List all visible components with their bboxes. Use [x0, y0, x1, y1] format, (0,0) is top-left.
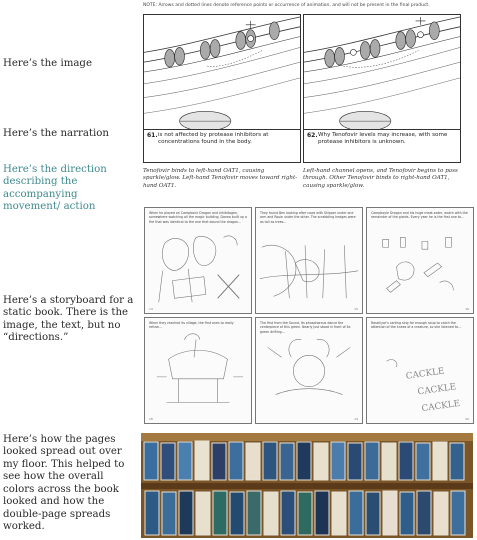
label-floor: Here’s how the pages looked spread out over my floor. This helped to see how the overall colors across the book looked and how the double-page spreads worked. [3, 434, 125, 533]
page-number: 15 [354, 307, 358, 311]
storyboard-text: Rassiliyar's carting sing for enough soup to catch the attention of the knees of a creature, so she listened to... [371, 321, 461, 330]
label-image: Here’s the image [3, 58, 92, 69]
label-direction: Here’s the direction describing the accompanying movement/ action [3, 164, 107, 213]
page-number: 14 [149, 307, 153, 311]
page-spread-photo-icon [141, 433, 473, 538]
cackle-text: CACKLE [417, 382, 457, 398]
sketch-illustration-icon [145, 318, 251, 423]
enzyme-diagram-icon [144, 15, 300, 129]
label-narration: Here’s the narration [3, 128, 109, 139]
storyboard-page [255, 317, 363, 424]
page-number: 18 [149, 417, 153, 421]
panel-number: 61. [147, 132, 158, 139]
sketch-illustration-icon [256, 318, 362, 423]
storyboard-text: They found Ben looking after cows with Skipper under one arm and Rosie under the other. The scrabbling hedges were as tall as trees... [260, 211, 356, 224]
page-number: 20 [465, 417, 469, 421]
label-storyboard: Here’s a storyboard for a static book. There is the image, the text, but no “directions.” [3, 295, 134, 344]
illustration-panel-62 [303, 14, 461, 130]
narration-box-61 [143, 130, 301, 163]
sketch-illustration-icon [145, 208, 251, 313]
storyboard-page [144, 317, 252, 424]
storyboard-page [366, 207, 474, 314]
narration-box-62 [303, 130, 461, 163]
direction-text-61: Tenofovir binds to left-hand OAT1, causing sparkle/glow. Left-hand Tenofovir moves toward right-hand OAT1. [143, 168, 298, 189]
page-number: 16 [465, 307, 469, 311]
enzyme-diagram-icon [304, 15, 460, 129]
sketch-illustration-icon [367, 208, 473, 313]
sketch-illustration-icon [256, 208, 362, 313]
cackle-text: CACKLE [405, 366, 446, 382]
storyboard-text: When they reached its village, the first ones to really refuse... [149, 321, 234, 330]
storyboard-text: The first from the Sound, Its phosphorous dance the centerpiece of this green. Nearly just stood in front of its green drifting... [260, 321, 351, 334]
storyboard-text: Campboyle Dragon and his huge meat-eater, watch with the remainder of the giants. Every year he is the first one to... [371, 211, 468, 220]
illustration-panel-61 [143, 14, 301, 130]
sketch-illustration-icon [367, 318, 473, 423]
page-number: 19 [354, 417, 358, 421]
page-spread-photo [141, 433, 473, 538]
storyboard-page [366, 317, 474, 424]
storyboard-page [144, 207, 252, 314]
panel-number: 62. [307, 132, 318, 139]
direction-text-62: Left-hand channel opens, and Tenofovir begins to pass through. Other Tenofovir binds to right-hand OAT1, causing sparkle/glow. [303, 168, 458, 189]
cackle-text: CACKLE [420, 398, 461, 415]
storyboard-page [255, 207, 363, 314]
storyboard-text: When he played on Campbovir Dragon and Inhibitagen, somewhere watching all the magic building, Darwa built up a fire that was identical to the one that bound the dragon... [149, 211, 247, 224]
animation-note: NOTE: Arrows and dotted lines denote reference points or occurrence of animation, and will not be present in the final product. [143, 3, 430, 8]
narration-text: is not affected by protease inhibitors at concentrations found in the body. [158, 132, 269, 145]
narration-text: Why Tenofovir levels may increase, with some protease inhibitors is unknown. [318, 132, 448, 145]
